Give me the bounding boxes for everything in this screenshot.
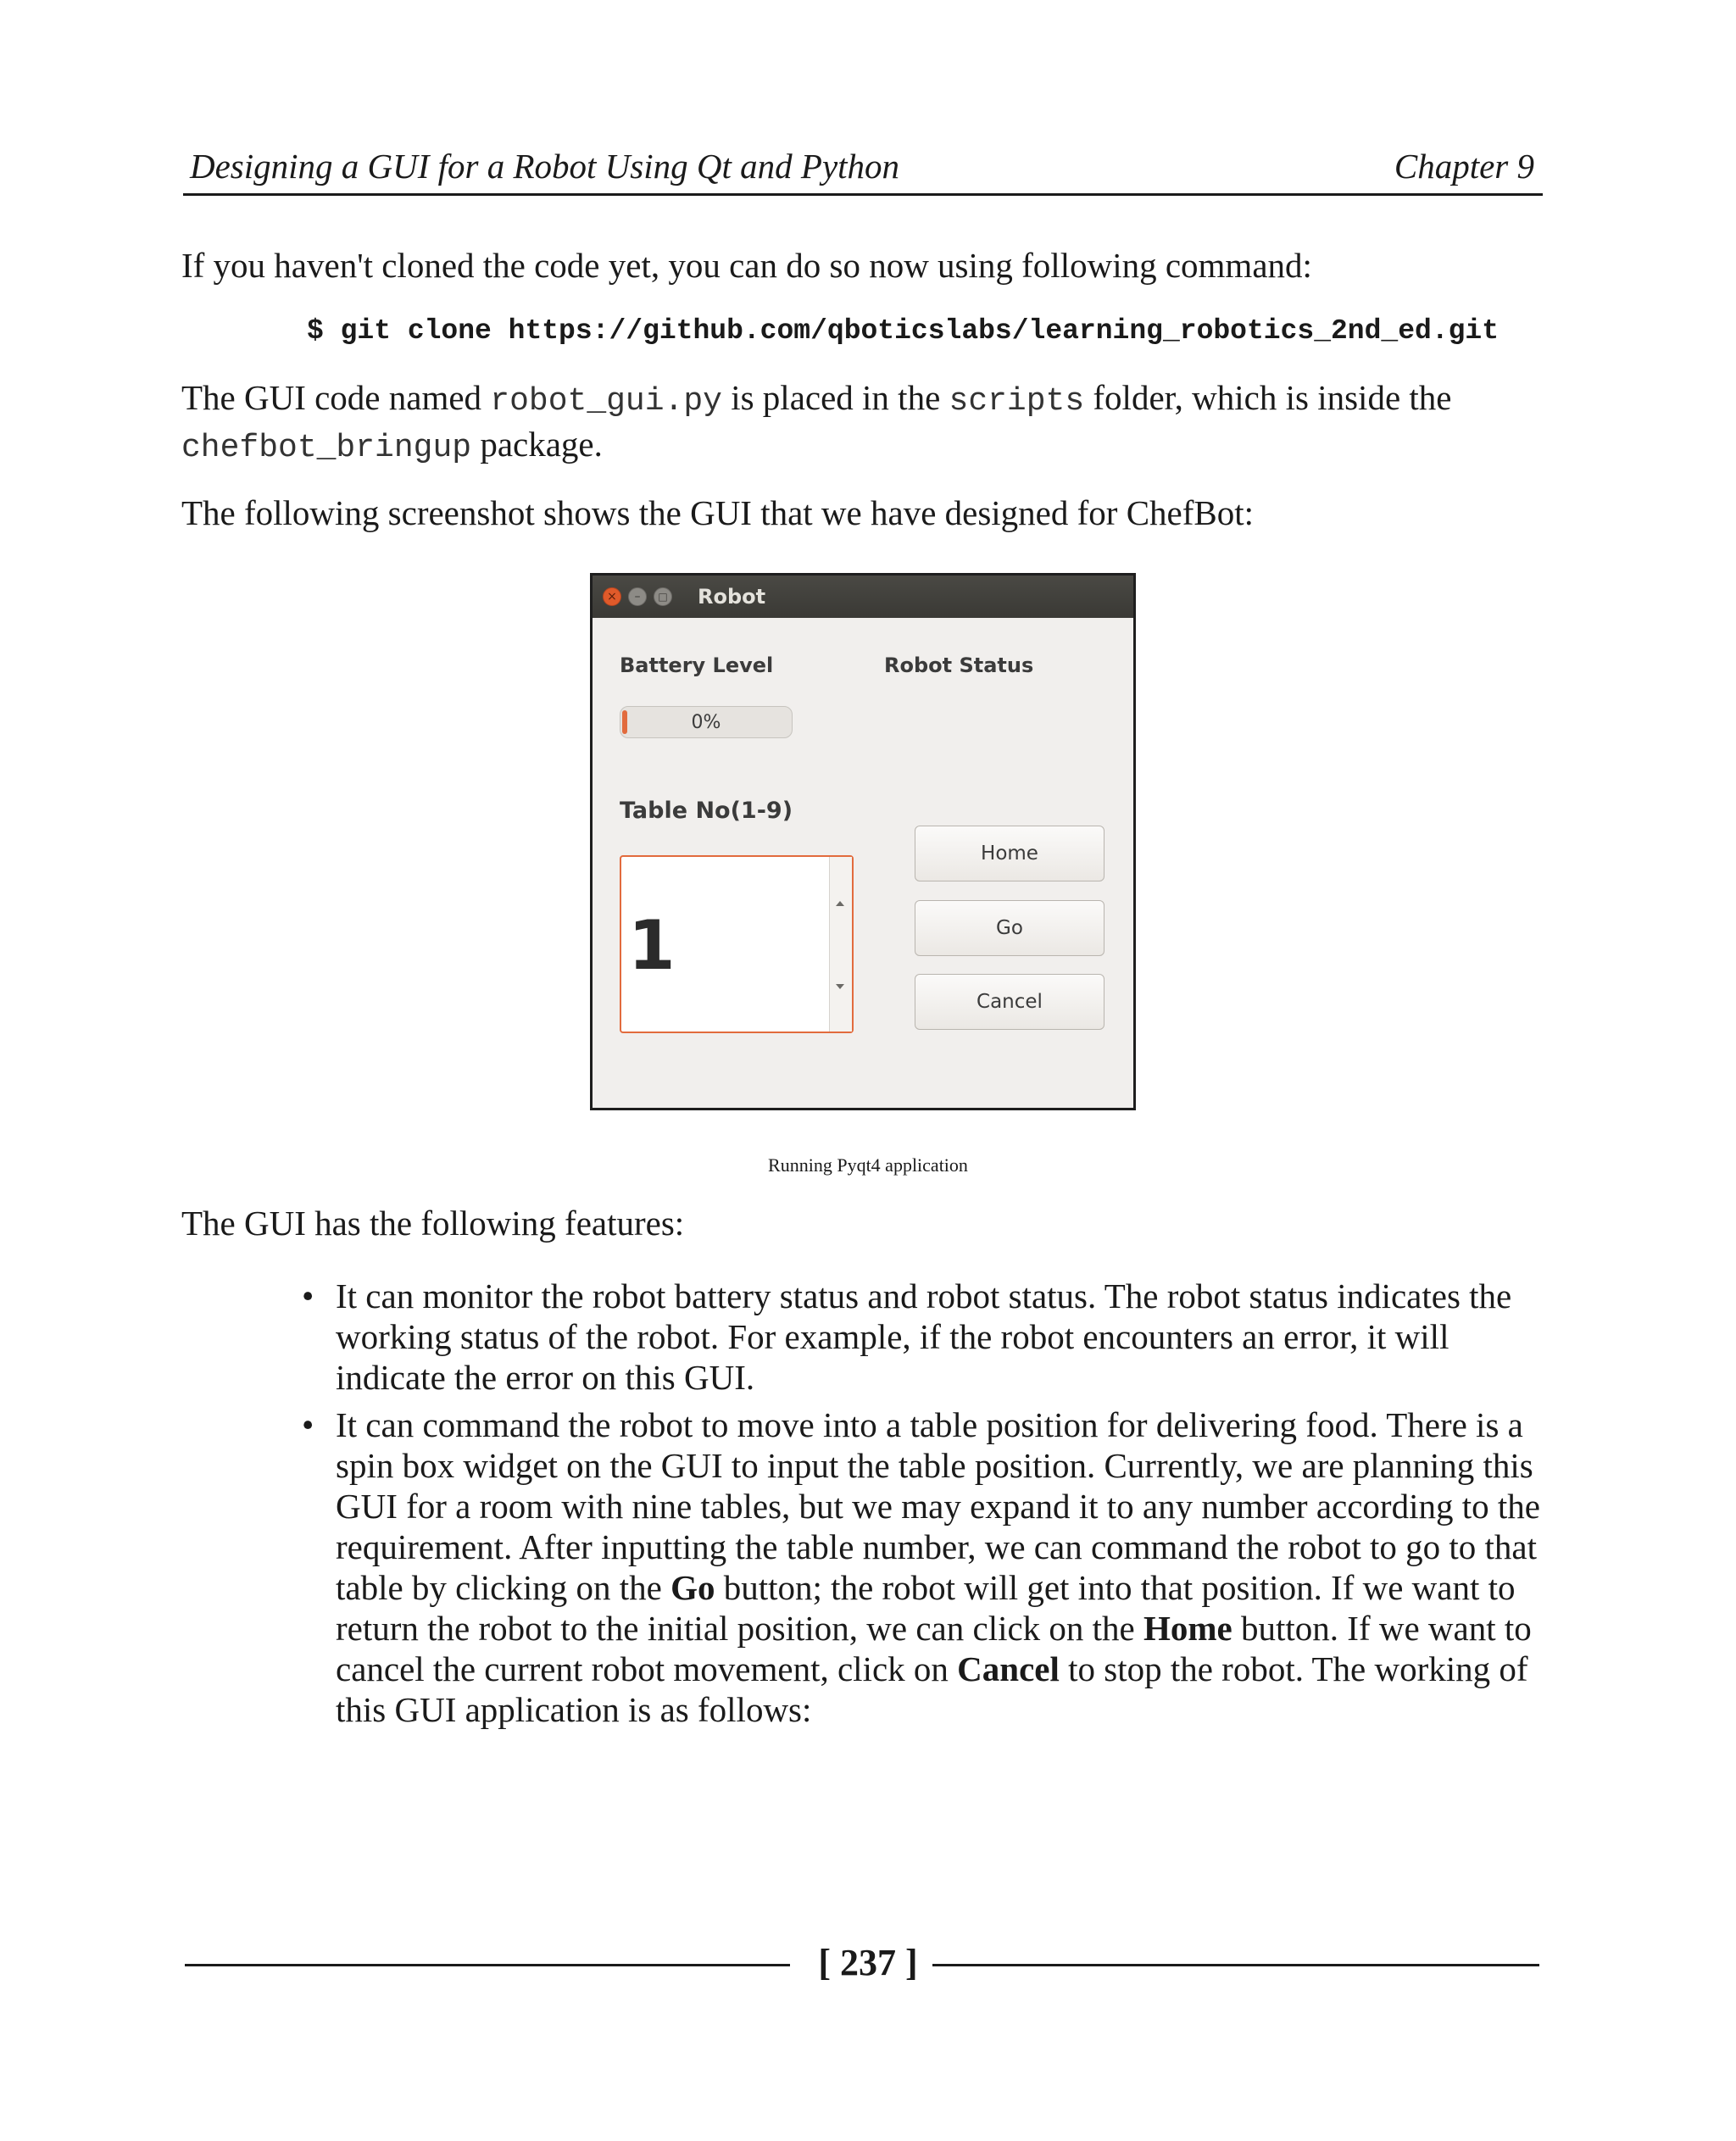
gui-code-text-3: folder, which is inside the (1084, 378, 1452, 417)
battery-level-label: Battery Level (620, 653, 774, 677)
window-maximize-icon[interactable]: □ (654, 587, 672, 606)
figure-caption: Running Pyqt4 application (768, 1154, 968, 1176)
table-number-spinbox[interactable] (620, 855, 854, 1033)
home-button[interactable]: Home (915, 826, 1104, 881)
gui-code-paragraph (181, 376, 1555, 470)
gui-code-package: chefbot_bringup (181, 430, 472, 466)
feature-2-text-2: button; the robot will get into that position. If we want to return the robot to the initial position, we can click on the (336, 1568, 1516, 1648)
battery-progress-text: 0% (691, 712, 721, 733)
spin-up-icon[interactable] (836, 901, 844, 906)
go-button[interactable]: Go (915, 900, 1104, 956)
spinbox-arrows (829, 857, 852, 1032)
robot-app-screenshot (590, 573, 1136, 1110)
screenshot-intro-paragraph: The following screenshot shows the GUI that we have designed for ChefBot: (181, 493, 1255, 532)
gui-code-folder: scripts (949, 383, 1085, 420)
chapter-title: Designing a GUI for a Robot Using Qt and Python (190, 147, 900, 186)
feature-2-text-4: to stop the robot. The working of this GUI application is as follows: (336, 1649, 1528, 1729)
feature-2-home: Home (1143, 1609, 1232, 1648)
robot-status-label: Robot Status (884, 653, 1034, 677)
feature-2-text-3: button. If we want to cancel the current robot movement, click on (336, 1609, 1532, 1688)
window-titlebar (593, 576, 1133, 618)
git-command: $ git clone https://github.com/qboticslabs/learning_robotics_2nd_ed.git (307, 315, 1500, 347)
spin-down-icon[interactable] (836, 984, 844, 989)
gui-code-filename: robot_gui.py (490, 383, 722, 420)
battery-progress-bar (620, 706, 793, 738)
feature-1-text: It can monitor the robot battery status and robot status. The robot status indicates the working status of the robot. For example, if the robot encounters an error, it will indicate the error on this GUI. (336, 1276, 1512, 1397)
cancel-button[interactable]: Cancel (915, 974, 1104, 1030)
features-intro-paragraph: The GUI has the following features: (181, 1204, 685, 1243)
list-item (302, 1276, 1556, 1398)
window-close-icon[interactable]: × (603, 587, 621, 606)
page-number: [ 237 ] (818, 1942, 918, 1983)
feature-2-cancel: Cancel (957, 1649, 1060, 1688)
page-header (183, 142, 1543, 196)
table-number-value[interactable]: 1 (628, 906, 676, 985)
gui-code-text-2: is placed in the (721, 378, 949, 417)
features-list (302, 1276, 1556, 1737)
chapter-number: Chapter 9 (1394, 147, 1534, 186)
window-title: Robot (698, 585, 766, 609)
feature-2-go: Go (670, 1568, 715, 1607)
gui-code-text-4: package. (471, 425, 603, 464)
list-item (302, 1404, 1556, 1730)
table-number-label: Table No(1-9) (620, 798, 793, 824)
window-minimize-icon[interactable]: – (628, 587, 647, 606)
gui-code-text-1: The GUI code named (181, 378, 491, 417)
intro-paragraph: If you haven't cloned the code yet, you can do so now using following command: (181, 246, 1312, 285)
feature-2-text-1: It can command the robot to move into a table position for delivering food. There is a spin box widget on the GUI to input the table position. Currently, we are planning this GUI for a room with nine tables, but we may expand it to any number according to the requirement. After inputting the table number, we can command the robot to go to that table by clicking on the (336, 1405, 1540, 1607)
